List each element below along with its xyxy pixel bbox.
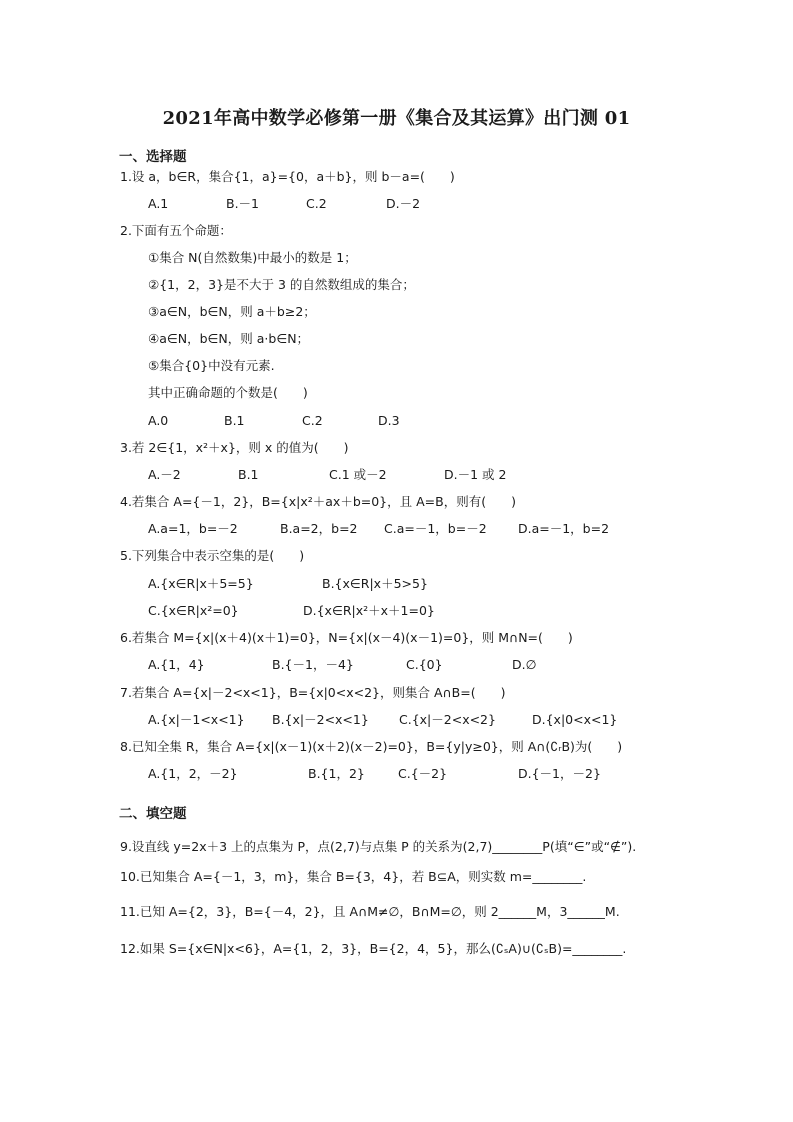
q8-option-a: A.{1，2，－2} bbox=[148, 766, 238, 781]
section-heading-choice: 一、选择题 bbox=[119, 149, 187, 165]
q7-option-c: C.{x|－2<x<2} bbox=[399, 712, 496, 727]
q5-option-c: C.{x∈R|x²=0} bbox=[148, 603, 239, 618]
q2-statement-5: ⑤集合{0}中没有元素. bbox=[148, 358, 275, 373]
q2-option-a: A.0 bbox=[148, 413, 169, 428]
q4-option-a: A.a=1，b=－2 bbox=[148, 521, 238, 536]
q8-option-b: B.{1，2} bbox=[308, 766, 365, 781]
q4-option-d: D.a=－1，b=2 bbox=[518, 521, 610, 536]
q8-option-c: C.{－2} bbox=[398, 766, 448, 781]
q3-option-a: A.－2 bbox=[148, 467, 181, 482]
question-12: 12.如果 S={x∈N|x<6}，A={1，2，3}，B={2，4，5}，那么(∁ₛA)∪(∁ₛB)=________. bbox=[120, 941, 627, 956]
question-2: 2.下面有五个命题： bbox=[120, 223, 232, 238]
q1-option-c: C.2 bbox=[306, 196, 327, 211]
question-9: 9.设直线 y=2x＋3 上的点集为 P，点(2,7)与点集 P 的关系为(2,7)________P(填“∈”或“∉”). bbox=[120, 839, 637, 854]
q6-option-d: D.∅ bbox=[512, 657, 537, 672]
q2-statement-2: ②{1，2，3}是不大于 3 的自然数组成的集合； bbox=[148, 277, 415, 292]
q4-option-c: C.a=－1，b=－2 bbox=[384, 521, 487, 536]
q2-prompt: 其中正确命题的个数是( ) bbox=[148, 385, 308, 400]
q3-option-b: B.1 bbox=[238, 467, 259, 482]
question-7: 7.若集合 A={x|－2<x<1}，B={x|0<x<2}，则集合 A∩B=( ) bbox=[120, 685, 506, 700]
page-title: 2021年高中数学必修第一册《集合及其运算》出门测 01 bbox=[162, 108, 631, 129]
q5-option-a: A.{x∈R|x＋5=5} bbox=[148, 576, 254, 591]
question-4: 4.若集合 A={－1，2}，B={x|x²＋ax＋b=0}，且 A=B，则有( ) bbox=[120, 494, 516, 509]
section-heading-fill: 二、填空题 bbox=[119, 806, 187, 822]
q6-option-b: B.{－1，－4} bbox=[272, 657, 354, 672]
q7-option-b: B.{x|－2<x<1} bbox=[272, 712, 369, 727]
q6-option-c: C.{0} bbox=[406, 657, 443, 672]
q3-option-c: C.1 或－2 bbox=[329, 467, 387, 482]
q1-option-a: A.1 bbox=[148, 196, 169, 211]
q2-statement-4: ④a∈N，b∈N，则 a·b∈N； bbox=[148, 331, 310, 346]
q7-option-d: D.{x|0<x<1} bbox=[532, 712, 618, 727]
q2-statement-3: ③a∈N，b∈N，则 a＋b≥2； bbox=[148, 304, 316, 319]
q6-option-a: A.{1，4} bbox=[148, 657, 205, 672]
question-10: 10.已知集合 A={－1，3，m}，集合 B={3，4}，若 B⊆A，则实数 m=________. bbox=[120, 869, 587, 884]
q1-option-d: D.－2 bbox=[386, 196, 421, 211]
q4-option-b: B.a=2，b=2 bbox=[280, 521, 358, 536]
question-6: 6.若集合 M={x|(x＋4)(x＋1)=0}，N={x|(x－4)(x－1)=0}，则 M∩N=( ) bbox=[120, 630, 573, 645]
question-8: 8.已知全集 R，集合 A={x|(x－1)(x＋2)(x－2)=0}，B={y|y≥0}，则 A∩(∁ᵣB)为( ) bbox=[120, 739, 623, 754]
q2-option-c: C.2 bbox=[302, 413, 323, 428]
q3-option-d: D.－1 或 2 bbox=[444, 467, 507, 482]
q2-option-b: B.1 bbox=[224, 413, 245, 428]
q5-option-b: B.{x∈R|x＋5>5} bbox=[322, 576, 428, 591]
q2-statement-1: ①集合 N(自然数集)中最小的数是 1； bbox=[148, 250, 357, 265]
q8-option-d: D.{－1，－2} bbox=[518, 766, 601, 781]
q5-option-d: D.{x∈R|x²＋x＋1=0} bbox=[303, 603, 435, 618]
question-11: 11.已知 A={2，3}，B={－4，2}，且 A∩M≠∅，B∩M=∅，则 2______M，3______M. bbox=[120, 904, 620, 919]
question-1: 1.设 a，b∈R，集合{1，a}={0，a＋b}，则 b－a=( ) bbox=[120, 169, 455, 184]
q7-option-a: A.{x|－1<x<1} bbox=[148, 712, 245, 727]
question-3: 3.若 2∈{1，x²＋x}，则 x 的值为( ) bbox=[120, 440, 349, 455]
q1-option-b: B.－1 bbox=[226, 196, 260, 211]
q2-option-d: D.3 bbox=[378, 413, 400, 428]
question-5: 5.下列集合中表示空集的是( ) bbox=[120, 548, 305, 563]
